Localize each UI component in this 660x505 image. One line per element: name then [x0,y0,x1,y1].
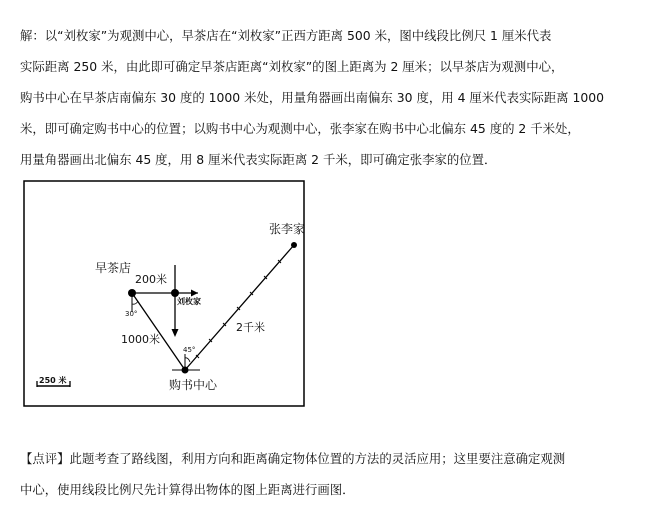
label-liumei: 刘枚家 [177,297,201,306]
comment-line: 中心，使用线段比例尺先计算得出物体的图上距离进行画图． [20,482,355,497]
solution-line: 解：以“刘枚家”为观测中心，早茶店在“刘枚家”正西方距离 500 米，图中线段比例尺 1 厘米代表 [20,28,552,43]
label-dist-1000: 1000米 [121,333,160,346]
point-zhangli [291,242,297,248]
label-angle-30: 30° [125,310,138,318]
arrowhead-south [172,329,179,337]
label-zhangli: 张李家 [269,222,305,236]
label-dist-200: 200米 [135,273,167,286]
point-zaochadian [128,289,136,297]
label-angle-45: 45° [183,346,196,354]
route-map-figure [23,180,305,407]
solution-line: 米，即可确定购书中心的位置；以购书中心为观测中心，张李家在购书中心北偏东 45 度的 2 千米处， [20,121,580,136]
label-scale: 250 米 [39,376,67,385]
comment-line: 【点评】此题考查了路线图，利用方向和距离确定物体位置的方法的灵活应用；这里要注意确定观测 [20,451,566,466]
solution-line: 购书中心在早茶店南偏东 30 度的 1000 米处，用量角器画出南偏东 30 度，用 4 厘米代表实际距离 1000 [20,90,604,105]
solution-text [20,20,644,175]
label-gouzhu: 购书中心 [169,378,218,392]
line-gouzhu-zhangli [185,245,294,370]
solution-line: 实际距离 250 米，由此即可确定早茶店距离“刘枚家”的图上距离为 2 厘米；以早茶店为观测中心， [20,59,564,74]
point-liumei [171,289,179,297]
solution-line: 用量角器画出北偏东 45 度，用 8 厘米代表实际距离 2 千米，即可确定张李家的位置． [20,152,497,167]
comment-text [20,443,644,505]
label-dist-2km: 2千米 [236,321,265,334]
angle-arc-45 [185,358,190,362]
point-gouzhu [182,367,189,374]
route-map-svg [23,180,305,407]
label-zaochadian: 早茶店 [95,261,132,275]
arrowhead-east [191,290,198,297]
